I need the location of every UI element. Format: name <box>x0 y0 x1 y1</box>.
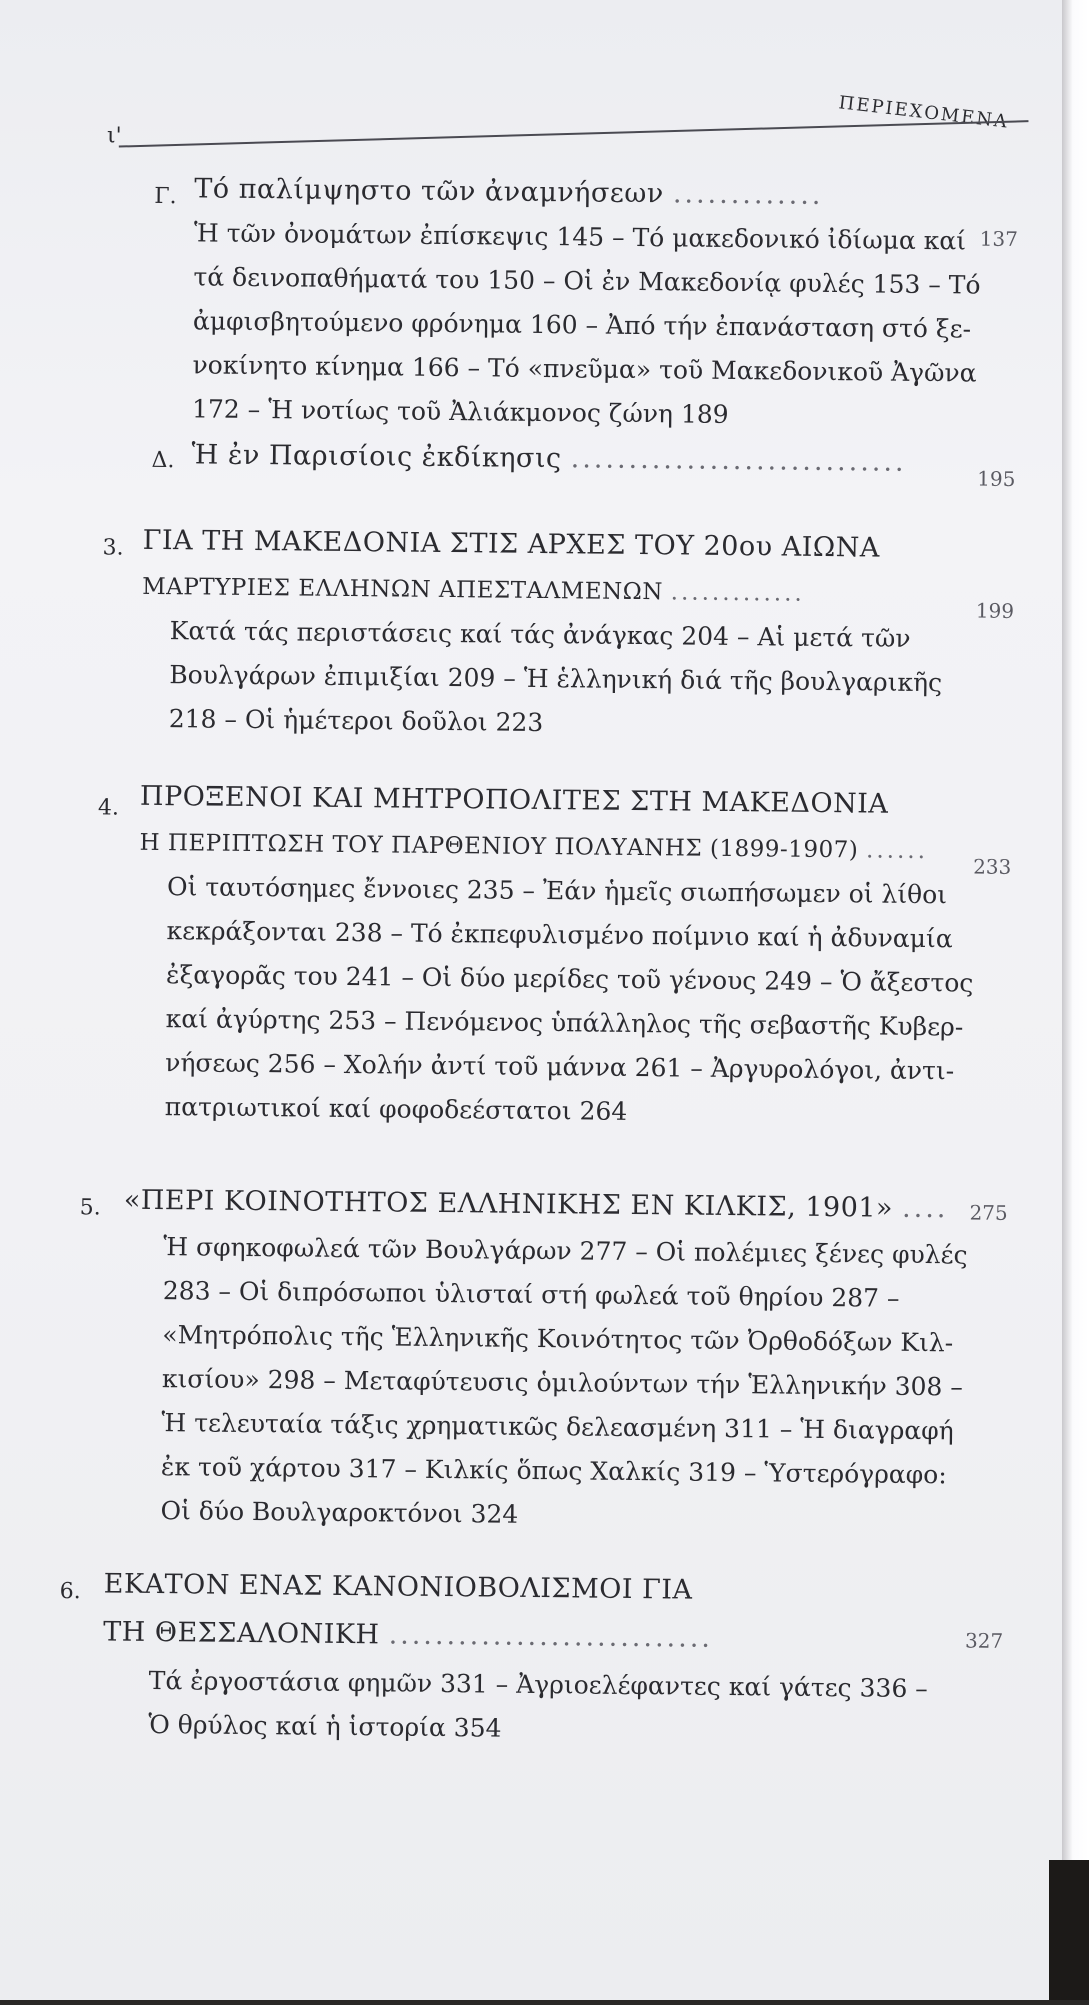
entry-subtitle: ΜΑΡΤΥΡΙΕΣ ΕΛΛΗΝΩΝ ΑΠΕΣΤΑΛΜΕΝΩΝ ............. <box>142 572 805 609</box>
entry-line: Τά ἐργοστάσια φημῶν 331 – Ἀγριοελέφαντες καί γάτες 336 – <box>149 1666 928 1704</box>
toc-entry <box>8 0 1070 6</box>
entry-number: 3. <box>102 535 123 560</box>
page-edge <box>1062 0 1089 2000</box>
entry-line: 283 – Οἱ διπρόσωποι ὑλισταί στή φωλεά τοῦ θηρίου 287 – <box>163 1276 900 1314</box>
entry-line: Βουλγάρων ἐπιμιξίαι 209 – Ἡ ἑλληνική διά τῆς βουλγαρικῆς <box>169 660 942 698</box>
entry-page: 327 <box>965 1628 1003 1652</box>
running-header: ΠΕΡΙΕΧΟΜΕΝΑ <box>837 92 1009 133</box>
toc-entry <box>8 0 1070 6</box>
entry-line: Ἡ σφηκοφωλεά τῶν Βουλγάρων 277 – Οἱ πολέμιες ξένες φυλές <box>163 1232 968 1270</box>
entry-subtitle: Η ΠΕΡΙΠΤΩΣΗ ΤΟΥ ΠΑΡΘΕΝΙΟΥ ΠΟΛΥΑΝΗΣ (1899-1907) ...... <box>139 828 928 866</box>
toc-entry <box>8 0 1070 6</box>
entry-line: 172 – Ἡ νοτίως τοῦ Ἀλιάκμονος ζώνη 189 <box>192 394 729 430</box>
entry-line: Οἱ ταυτόσημες ἔννοιες 235 – Ἐάν ἡμεῖς σιωπήσωμεν οἱ λίθοι <box>167 872 947 910</box>
entry-line: νοκίνητο κίνημα 166 – Τό «πνεῦμα» τοῦ Μακεδονικοῦ Ἀγῶνα <box>192 350 976 388</box>
entry-title: Τό παλίμψηστο τῶν ἀναμνήσεων ............. <box>194 174 823 211</box>
entry-line: νήσεως 256 – Χολήν ἀντί τοῦ μάννα 261 – Ἀργυρολόγοι, ἀντι- <box>165 1048 954 1086</box>
entry-line: κεκράξονται 238 – Τό ἐκπεφυλισμένο ποίμνιο καί ἡ ἀδυναμία <box>166 916 952 954</box>
entry-line: ἀμφισβητούμενο φρόνημα 160 – Ἀπό τήν ἐπανάσταση στό ξε- <box>193 306 971 344</box>
entry-title: Ἡ ἐν Παρισίοις ἐκδίκησις ............................. <box>191 440 906 477</box>
entry-page: 195 <box>977 467 1015 491</box>
entry-number: 6. <box>60 1579 81 1604</box>
entry-title: «ΠΕΡΙ ΚΟΙΝΟΤΗΤΟΣ ΕΛΛΗΝΙΚΗΣ ΕΝ ΚΙΛΚΙΣ, 1901» .... <box>124 1186 949 1225</box>
entry-number: Δ. <box>151 448 174 473</box>
entry-line: Ἡ τελευταία τάξις χρηματικῶς δελεασμένη 311 – Ἡ διαγραφή <box>161 1408 954 1446</box>
entry-line: Ἡ τῶν ὀνομάτων ἐπίσκεψις 145 – Τό μακεδονικό ἰδίωμα καί <box>194 218 966 256</box>
entry-number: Γ. <box>154 184 177 209</box>
toc-entry <box>8 0 1070 6</box>
background-shadow <box>1049 1860 1089 2000</box>
entry-page: 137 <box>980 227 1018 251</box>
entry-line: Κατά τάς περιστάσεις καί τάς ἀνάγκας 204 – Αἱ μετά τῶν <box>170 616 911 654</box>
entry-subtitle: ΤΗ ΘΕΣΣΑΛΟΝΙΚΗ ............................ <box>103 1617 713 1653</box>
toc-entry <box>8 0 1070 6</box>
entry-line: Ὁ θρύλος καί ἡ ἱστορία 354 <box>148 1710 501 1744</box>
entry-line: «Μητρόπολις τῆς Ἑλληνικῆς Κοινότητος τῶν Ὀρθοδόξων Κιλ- <box>162 1320 953 1358</box>
page-number-mark: ι' <box>107 123 122 148</box>
entry-line: πατριωτικοί καί φοφοδεέστατοι 264 <box>165 1092 628 1127</box>
header-rule <box>119 120 1029 147</box>
entry-page: 199 <box>976 599 1014 623</box>
entry-line: ἐξαγορᾶς του 241 – Οἱ δύο μερίδες τοῦ γένους 249 – Ὁ ἄξεστος <box>166 960 974 998</box>
entry-page: 233 <box>973 855 1011 879</box>
entry-line: κισίου» 298 – Μεταφύτευσις ὁμιλούντων τήν Ἑλληνικήν 308 – <box>162 1364 963 1402</box>
entry-line: καί ἀγύρτης 253 – Πενόμενος ὑπάλληλος τῆς σεβαστῆς Κυβερ- <box>166 1004 964 1042</box>
toc-entry <box>8 0 1070 6</box>
entry-line: Οἱ δύο Βουλγαροκτόνοι 324 <box>160 1496 518 1530</box>
entry-line: ἐκ τοῦ χάρτου 317 – Κιλκίς ὅπως Χαλκίς 319 – Ὑστερόγραφο: <box>161 1452 947 1490</box>
entry-page: 275 <box>969 1201 1007 1225</box>
entry-number: 4. <box>98 795 119 820</box>
entry-title: ΓΙΑ ΤΗ ΜΑΚΕΔΟΝΙΑ ΣΤΙΣ ΑΡΧΕΣ ΤΟΥ 20ου ΑΙΩΝΑ <box>143 526 880 564</box>
entry-title: ΠΡΟΞΕΝΟΙ ΚΑΙ ΜΗΤΡΟΠΟΛΙΤΕΣ ΣΤΗ ΜΑΚΕΔΟΝΙΑ <box>140 782 889 820</box>
entry-title: ΕΚΑΤΟΝ ΕΝΑΣ ΚΑΝΟΝΙΟΒΟΛΙΣΜΟΙ ΓΙΑ <box>104 1569 693 1605</box>
entry-number: 5. <box>80 1195 101 1220</box>
entry-line: τά δεινοπαθήματά του 150 – Οἱ ἐν Μακεδονίᾳ φυλές 153 – Τό <box>193 262 980 300</box>
entry-line: 218 – Οἱ ἡμέτεροι δοῦλοι 223 <box>169 704 544 738</box>
